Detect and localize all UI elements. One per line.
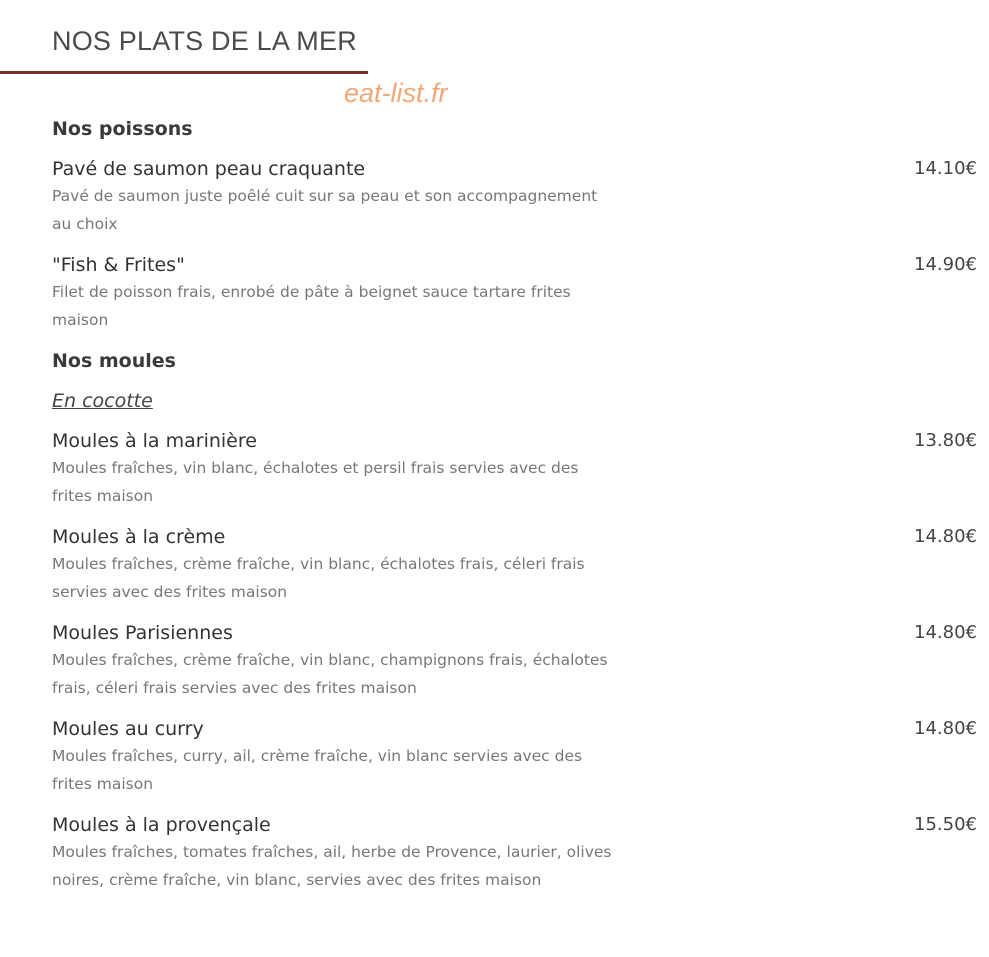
item-price: 14.80€: [914, 718, 977, 739]
item-price: 14.80€: [914, 526, 977, 547]
item-description: Moules fraîches, vin blanc, échalotes et persil frais servies avec des frites maison: [52, 459, 579, 505]
item-price: 14.10€: [914, 158, 977, 179]
item-name: "Fish & Frites": [52, 254, 185, 276]
menu-item: [52, 620, 977, 702]
menu-content: [52, 116, 977, 894]
page-title: NOS PLATS DE LA MER: [52, 26, 357, 56]
item-description: Pavé de saumon juste poêlé cuit sur sa peau et son accompagnement au choix: [52, 187, 598, 233]
item-name: Moules Parisiennes: [52, 622, 233, 644]
item-price: 13.80€: [914, 430, 977, 451]
item-price: 15.50€: [914, 814, 977, 835]
item-name: Moules à la provençale: [52, 814, 271, 836]
menu-item: [52, 524, 977, 606]
item-name: Moules à la marinière: [52, 430, 257, 452]
menu-item: [52, 156, 977, 238]
item-description: Moules fraîches, crème fraîche, vin blanc, champignons frais, échalotes frais, céleri frais servies avec des frites maison: [52, 651, 608, 697]
menu-item: [52, 252, 977, 334]
menu-item: [52, 812, 977, 894]
subsection-heading-cocotte: En cocotte: [52, 390, 153, 412]
title-underline: [0, 71, 368, 74]
item-name: Moules au curry: [52, 718, 204, 740]
item-description: Moules fraîches, curry, ail, crème fraîche, vin blanc servies avec des frites maison: [52, 747, 583, 793]
section-heading-poissons: Nos poissons: [52, 118, 193, 140]
watermark: eat-list.fr: [344, 78, 448, 108]
item-price: 14.90€: [914, 254, 977, 275]
menu-item: [52, 428, 977, 510]
item-description: Filet de poisson frais, enrobé de pâte à beignet sauce tartare frites maison: [52, 283, 571, 329]
menu-item: [52, 716, 977, 798]
item-name: Pavé de saumon peau craquante: [52, 158, 366, 180]
item-price: 14.80€: [914, 622, 977, 643]
section-heading-moules: Nos moules: [52, 350, 176, 372]
item-description: Moules fraîches, tomates fraîches, ail, herbe de Provence, laurier, olives noires, crème fraîche, vin blanc, servies avec des frites maison: [52, 843, 612, 889]
item-description: Moules fraîches, crème fraîche, vin blanc, échalotes frais, céleri frais servies avec des frites maison: [52, 555, 585, 601]
item-name: Moules à la crème: [52, 526, 226, 548]
